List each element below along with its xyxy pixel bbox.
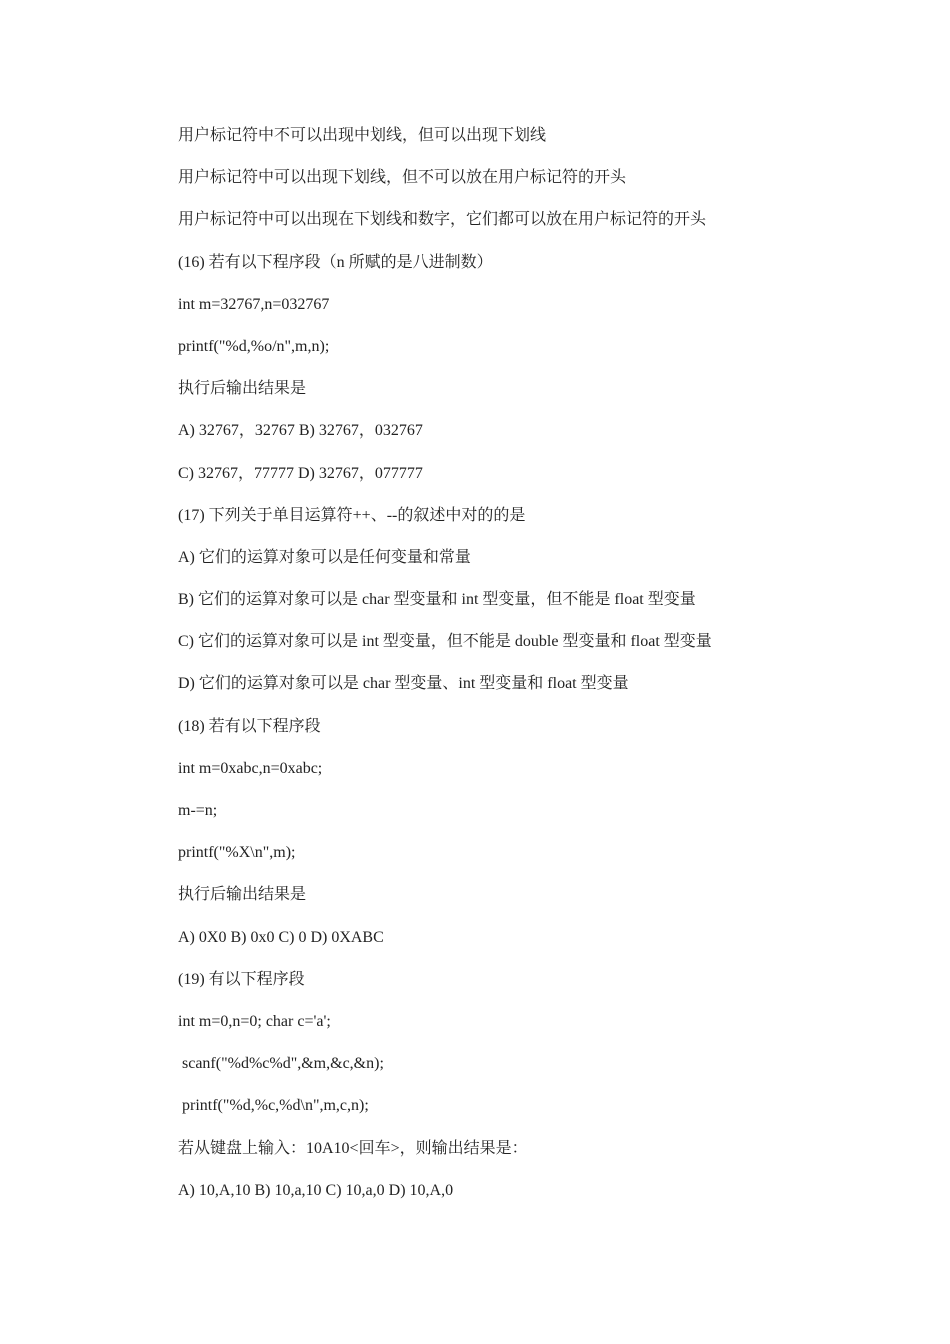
answer-option: B) 它们的运算对象可以是 char 型变量和 int 型变量，但不能是 float 型变量	[178, 591, 696, 609]
text-line: 执行后输出结果是	[178, 380, 307, 398]
answer-options: C) 32767，77777 D) 32767，077777	[178, 464, 423, 482]
answer-option: A) 它们的运算对象可以是任何变量和常量	[178, 548, 471, 566]
code-line: int m=32767,n=032767	[178, 295, 330, 313]
answer-options: A) 0X0 B) 0x0 C) 0 D) 0XABC	[178, 928, 384, 946]
text-line: 用户标记符中可以出现在下划线和数字，它们都可以放在用户标记符的开头	[178, 211, 707, 229]
answer-option: D) 它们的运算对象可以是 char 型变量、int 型变量和 float 型变量	[178, 675, 629, 693]
code-line: int m=0,n=0; char c='a';	[178, 1012, 331, 1030]
text-line: 用户标记符中不可以出现中划线，但可以出现下划线	[178, 127, 547, 144]
answer-options: A) 32767，32767 B) 32767，032767	[178, 422, 423, 440]
question-17-stem: (17) 下列关于单目运算符++、--的叙述中对的的是	[178, 506, 526, 524]
question-16-stem: (16) 若有以下程序段（n 所赋的是八进制数）	[178, 253, 493, 271]
text-line: 用户标记符中可以出现下划线，但不可以放在用户标记符的开头	[178, 169, 627, 187]
code-line: m-=n;	[178, 802, 218, 819]
answer-option: C) 它们的运算对象可以是 int 型变量，但不能是 double 型变量和 float 型变量	[178, 633, 712, 651]
text-line: 若从键盘上输入：10A10<回车>，则输出结果是：	[178, 1139, 528, 1157]
document-body	[178, 124, 918, 1221]
text-line: 执行后输出结果是	[178, 886, 307, 904]
code-line: int m=0xabc,n=0xabc;	[178, 759, 323, 777]
code-line: printf("%X\n",m);	[178, 844, 296, 862]
answer-options: A) 10,A,10 B) 10,a,10 C) 10,a,0 D) 10,A,0	[178, 1181, 454, 1199]
question-19-stem: (19) 有以下程序段	[178, 970, 305, 988]
code-line: printf("%d,%o/n",m,n);	[178, 337, 330, 355]
question-18-stem: (18) 若有以下程序段	[178, 717, 321, 735]
code-line: scanf("%d%c%d",&m,&c,&n);	[178, 1055, 384, 1073]
code-line: printf("%d,%c,%d\n",m,c,n);	[178, 1097, 369, 1115]
